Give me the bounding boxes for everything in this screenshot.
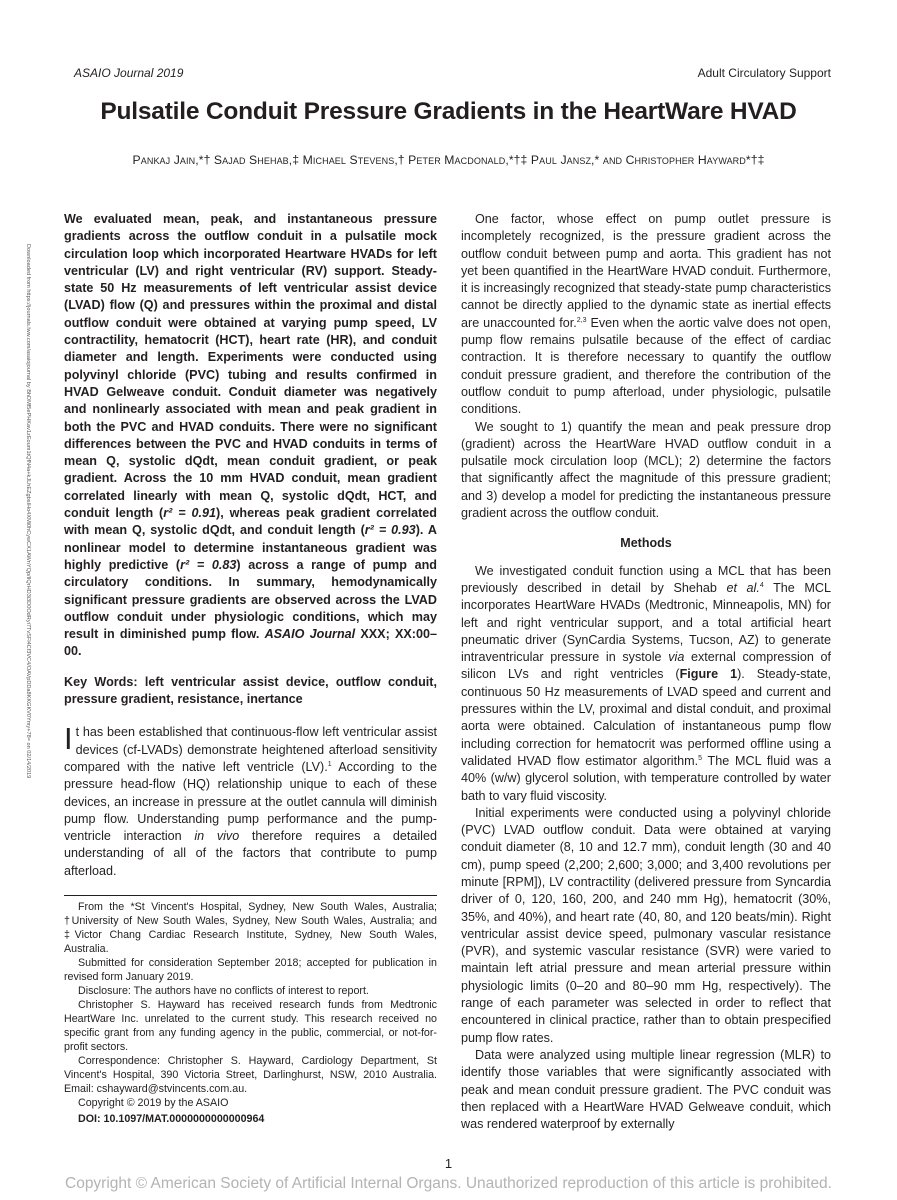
- keywords: Key Words: left ventricular assist device, outflow conduit, pressure gradient, resistance, inertance: [64, 674, 437, 707]
- methods-heading: Methods: [620, 536, 672, 551]
- right-column: [461, 211, 831, 1133]
- doi[interactable]: DOI: 10.1097/MAT.0000000000000964: [78, 1113, 265, 1125]
- journal-header: ASAIO Journal 2019: [74, 66, 184, 80]
- copyright-notice: Copyright © American Society of Artificial Internal Organs. Unauthorized reproduction of this article is prohibited.: [65, 1175, 832, 1192]
- download-watermark: [22, 244, 34, 1014]
- paragraph: Data were analyzed using multiple linear regression (MLR) to identify those variables that were significantly associated with peak and mean conduit pressure gradient. The PVC conduit was then replaced with a HeartWare HVAD Gelweave conduit, which was rendered waterproof by externally: [461, 1047, 831, 1132]
- paragraph: One factor, whose effect on pump outlet pressure is incompletely recognized, is the pressure gradient across the outflow conduit between pump and aorta. This gradient has not yet been quantified in the HeartWare HVAD conduit. Furthermore, it is increasingly recognized that steady-state pump characteristics cannot be directly applied to the dynamic state as inertial effects are unaccounted for.$^{2,3}$ Even when the aortic valve does not open, pump flow remains pulsatile because of the effect of cardiac contraction. It is therefore necessary to quantify the outflow conduit pressure gradient, and therefore the contribution of the outflow conduit to pump afterload, under physiologic, pulsatile conditions.: [461, 212, 831, 417]
- paragraph: Initial experiments were conducted using a polyvinyl chloride (PVC) LVAD outflow conduit. Data were obtained at varying conduit diameter (8, 10 and 12.7 mm), conduit length (30 and 40 cm), pump speed (2,200; 2,600; 3,000; and 3,400 revolutions per minute [RPM]), LV contractility (delivered pressure from Syncardia driver of 0, 120, 160, 200, and 240 mm Hg), hematocrit (30%, 35%, and 40%), and heart rate (40, 80, and 120 beats/min). Right ventricular assist device speed, pulmonary vascular resistance (PVR), and systemic vascular resistance (SVR) were varied to maintain left atrial pressure and mean arterial pressure within physiologic limits (0–20 and 80–90 mm Hg, respectively). The range of each parameter was selected in order to reflect that encountered in clinical practice, rather than to obtain prespecified pump flow rates.: [461, 805, 831, 1045]
- disclosure: Disclosure: The authors have no conflicts of interest to report.: [78, 985, 369, 997]
- article-title: Pulsatile Conduit Pressure Gradients in the HeartWare HVAD: [100, 98, 797, 125]
- funding-note: Christopher S. Hayward has received research funds from Medtronic HeartWare Inc. unrelated to the current study. This research received no specific grant from any funding agency in the public, commercial, or not-for-profit sectors.: [64, 999, 437, 1053]
- introduction-paragraph: It has been established that continuous-flow left ventricular assist devices (cf-LVADs) demonstrate heightened afterload sensitivity compared with the native left ventricle (LV).$^1$ According to the pressure head-flow (HQ) relationship unique to each of these devices, an increase in pressure at the outlet cannula will diminish pump flow. Understanding pump performance and the pump-ventricle interaction in vivo therefore requires a detailed understanding of all of the factors that contribute to pump afterload.: [64, 721, 437, 878]
- footnotes: [64, 895, 437, 1126]
- paragraph: We sought to 1) quantify the mean and peak pressure drop (gradient) across the HeartWare HVAD outflow conduit in a pulsatile mock circulation loop (MCL); 2) determine the factors that significantly affect the magnitude of this pressure gradient; and 3) develop a model for predicting the instantaneous pressure gradient across the outflow conduit.: [461, 419, 831, 521]
- page-number: 1: [444, 1156, 453, 1171]
- section-header: Adult Circulatory Support: [697, 66, 831, 80]
- drop-cap: I: [64, 721, 73, 757]
- author-list: Pankaj Jain,*† Sajad Shehab,‡ Michael Stevens,† Peter Macdonald,*†‡ Paul Jansz,* and Christopher Hayward*†‡: [132, 153, 765, 167]
- download-watermark-text: Downloaded from https://journals.lww.com/asaiojournal by BhDMf5ePHKav1zEoum1tQfN4a+kJLhEZgbsIHo4XMi0hCywCX1AWnYQp/IlQrHD3i3D0OdRyi7TvSFl4Cf3VC4/OAVpDDa8KKGKV0Ymy+78= on 02/14/2019: [25, 244, 31, 779]
- submission-dates: Submitted for consideration September 2018; accepted for publication in revised form January 2019.: [64, 957, 437, 983]
- figure-reference[interactable]: Figure 1: [679, 667, 738, 682]
- abstract: We evaluated mean, peak, and instantaneous pressure gradients across the outflow conduit in a pulsatile mock circulation loop which incorporated Heartware HVADs for left ventricular (LV) and right ventricular (RV) support. Steady-state 50 Hz measurements of left ventricular assist device (LVAD) flow (Q) and pressures within the proximal and distal outflow conduit were obtained at varying pump speed, LV contractility, hematocrit (HCT), heart rate (HR), and conduit diameter and length. Experiments were conducted using polyvinyl chloride (PVC) tubing and results confirmed in HVAD Gelweave conduit. Conduit diameter was negatively and nonlinearly associated with mean and peak gradient in both the PVC and HVAD conduits. There were no significant differences between the PVC and HVAD conduits in terms of mean Q, systolic dQdt, mean conduit gradient, or peak gradient. Across the 10 mm HVAD conduit, mean gradient correlated linearly with mean Q, systolic dQdt, HCT, and conduit length (r² = 0.91), whereas peak gradient correlated with mean Q, systolic dQdt, and conduit length (r² = 0.93). A nonlinear model to determine instantaneous gradient was highly predictive (r² = 0.83) across a range of pump and circulatory conditions. In summary, hemodynamically significant pressure gradients are observed across the LVAD outflow conduit under physiologic conditions, which may result in diminished pump flow. ASAIO Journal XXX; XX:00–00.: [64, 212, 437, 659]
- affiliations: From the *St Vincent's Hospital, Sydney, New South Wales, Australia; †University of New South Wales, Sydney, New South Wales, Australia; and ‡Victor Chang Cardiac Research Institute, Sydney, New South Wales, Australia.: [64, 901, 437, 955]
- correspondence: Correspondence: Christopher S. Hayward, Cardiology Department, St Vincent's Hospital, 390 Victoria Street, Darlinghurst, NSW, 2010 Australia. Email: cshayward@stvincents.com.au.: [64, 1055, 437, 1095]
- paragraph: We investigated conduit function using a MCL that has been previously described in detail by Shehab et al.$^4$ The MCL incorporates HeartWare HVADs (Medtronic, Minneapolis, MN) for left and right ventricular support, and a total artificial heart pneumatic driver (SynCardia Systems, Tucson, AZ) to generate intraventricular pressure in systole via external compression of silicon LVs and right ventricles (Figure 1). Steady-state, continuous 50 Hz measurements of LVAD speed and current and pressures within the LV, proximal and distal conduit, and proximal aorta were obtained. Calculation of instantaneous pump flow including correction for hematocrit was performed offline using a validated HVAD flow estimator algorithm.$^5$ The MCL fluid was a 40% (w/w) glycerol solution, with temperature controlled by water bath to vary fluid viscosity.: [461, 563, 831, 803]
- left-column: [64, 211, 437, 880]
- copyright-line: Copyright © 2019 by the ASAIO: [78, 1097, 229, 1109]
